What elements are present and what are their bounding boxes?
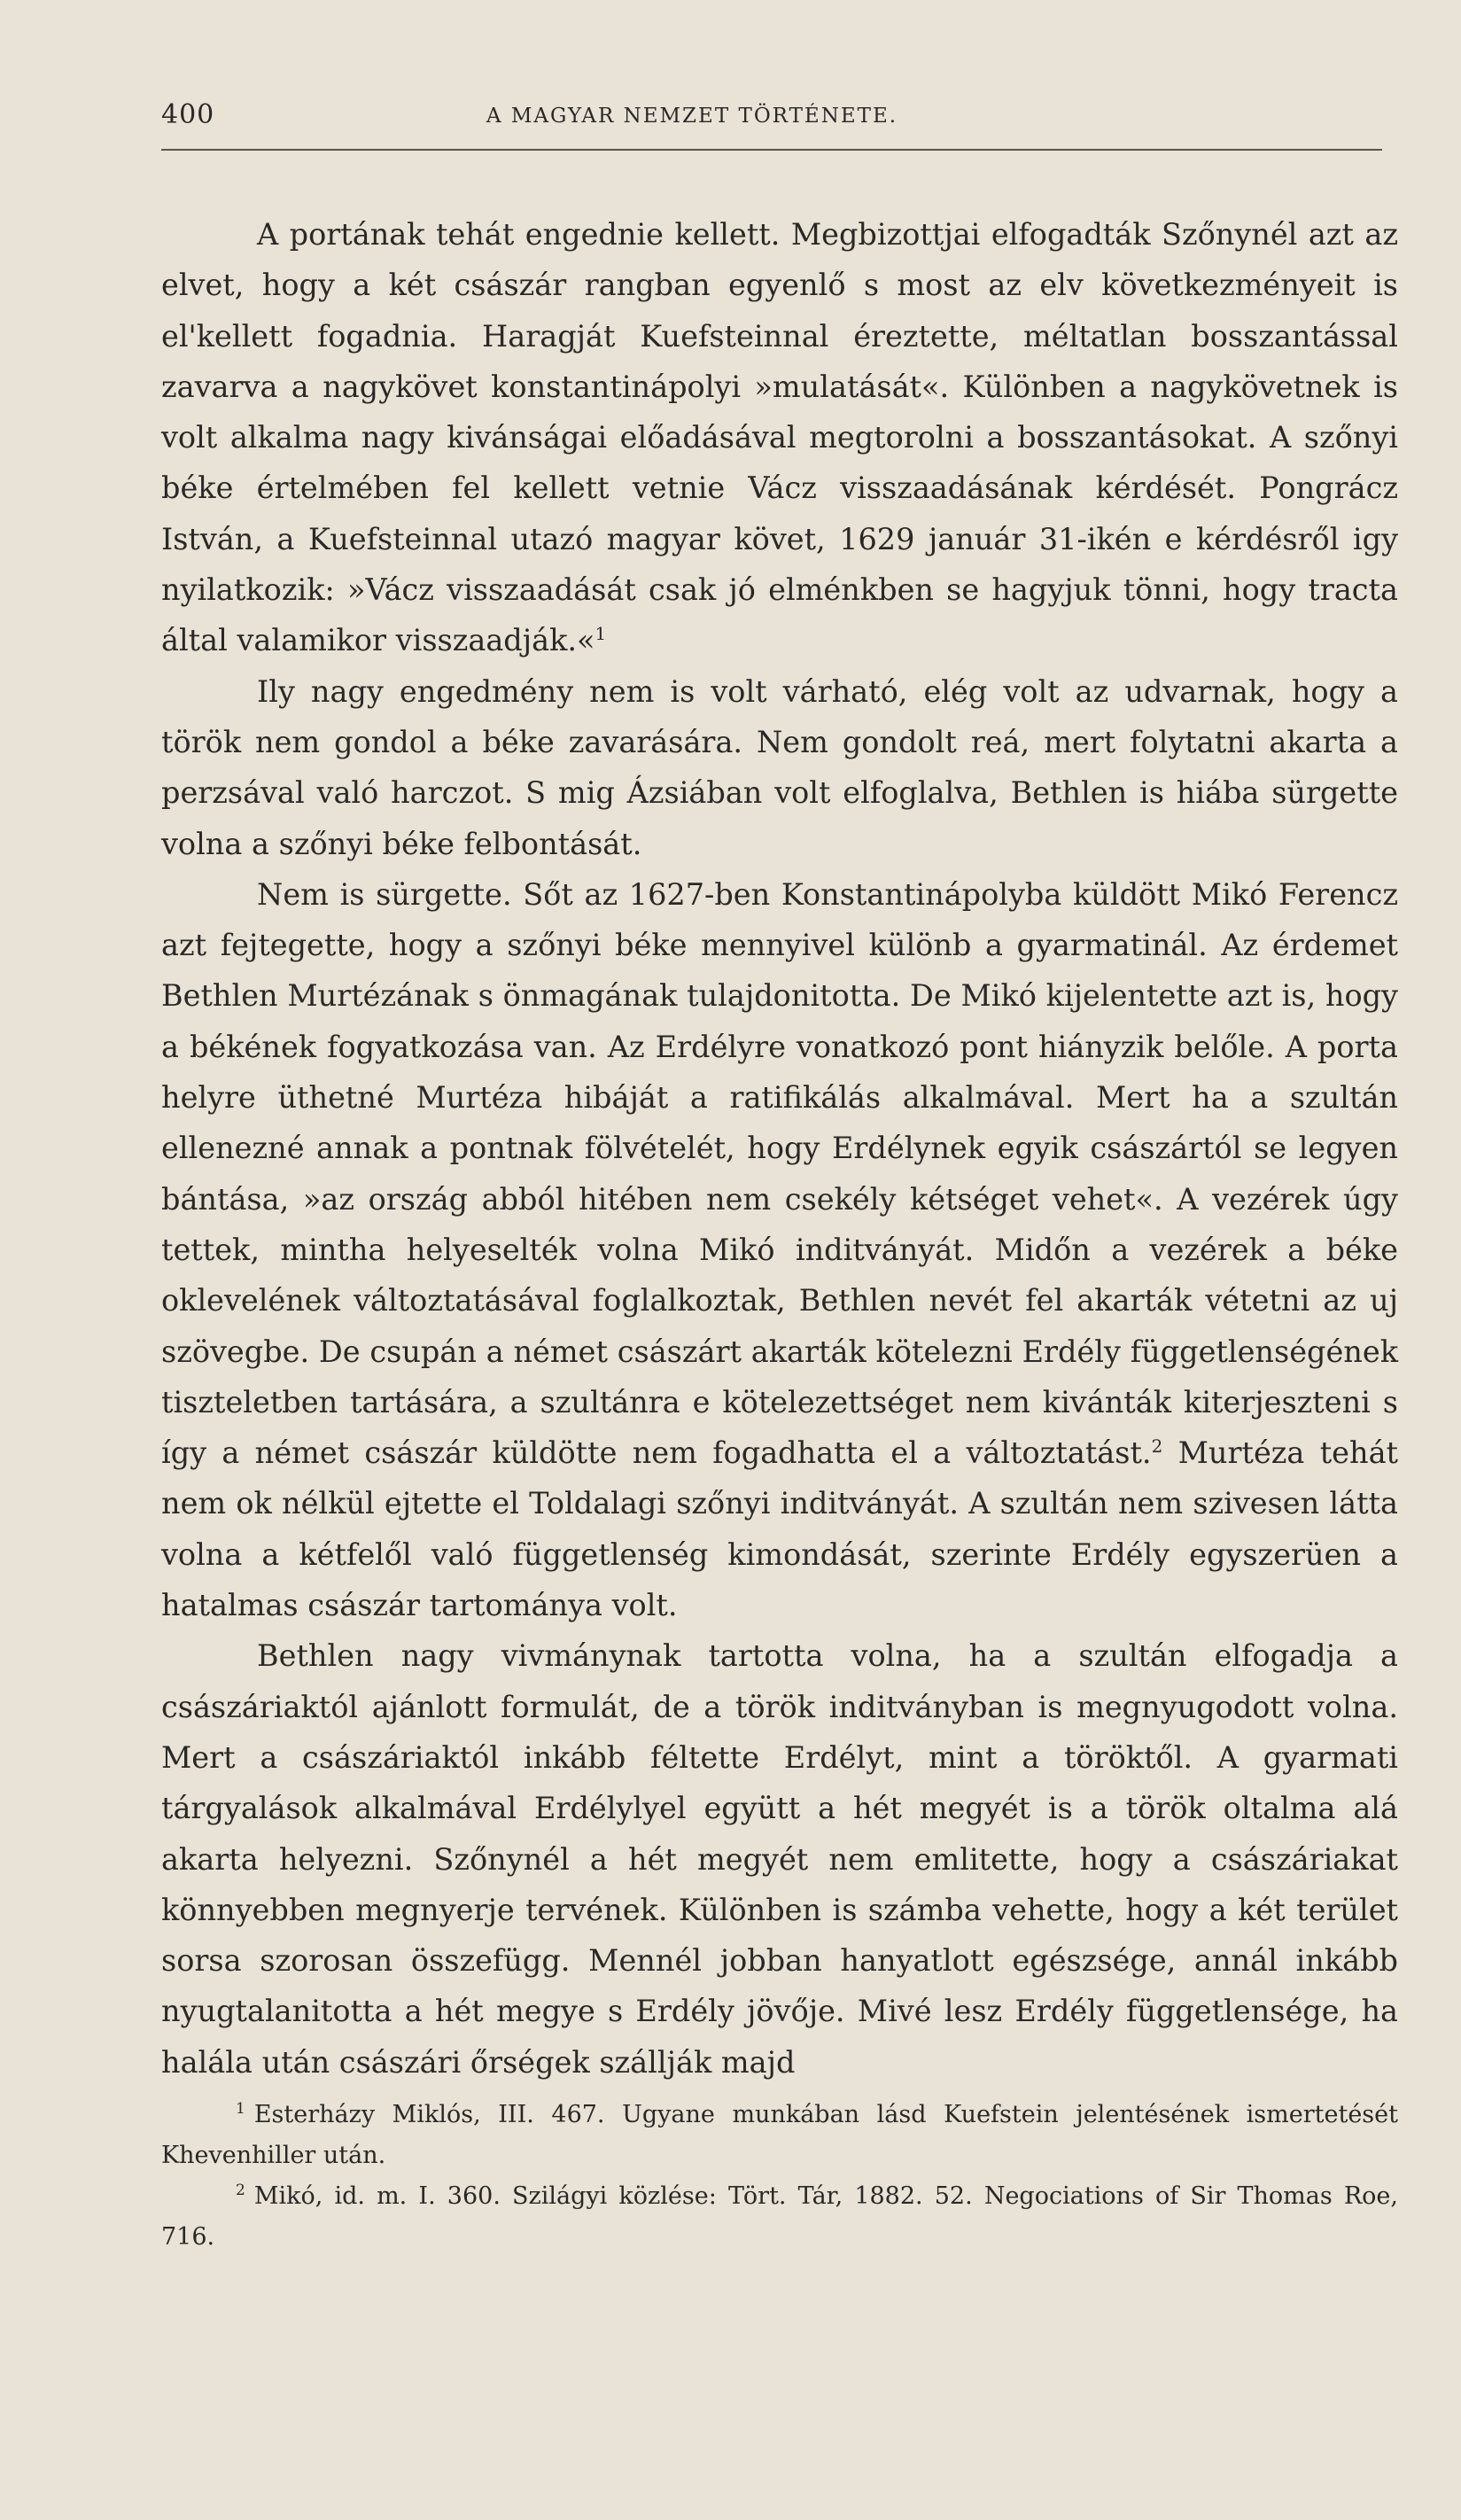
page-number: 400	[161, 99, 215, 130]
paragraph-text: Murtéza tehát nem ok nélkül ejtette el Toldalagi szőnyi inditványát. A szultán nem szivesen látta volna a kétfelől való függetlenség kimondását, szerinte Erdély egyszerüen a hatalmas császár tartománya volt.	[161, 1435, 1399, 1623]
main-text	[161, 209, 1398, 2088]
paragraph	[161, 1630, 1398, 2088]
running-title: A MAGYAR NEMZET TÖRTÉNETE.	[486, 105, 898, 128]
footnote-text: Mikó, id. m. I. 360. Szilágyi közlése: Tört. Tár, 1882. 52. Negociations of Sir Thomas Roe, 716.	[161, 2182, 1398, 2251]
footnote-ref: 2	[1151, 1435, 1163, 1457]
footnote-mark: 1	[236, 2100, 245, 2118]
footnote-text: Esterházy Miklós, III. 467. Ugyane munkában lásd Kuefstein jelentésének ismertetését Khevenhiller után.	[161, 2101, 1398, 2169]
footnote-mark: 2	[236, 2182, 245, 2199]
paragraph-text: A portának tehát engednie kellett. Megbizottjai elfogadták Szőnynél azt az elvet, hogy a két császár rangban egyenlő s most az elv következményeit is el'kellett fogadnia. Haragját Kuefsteinnal éreztette, méltatlan bosszantással zavarva a nagykövet konstantinápolyi »mulatását«. Különben a nagykövetnek is volt alkalma nagy kivánságai előadásával megtorolni a bosszantásokat. A szőnyi béke értelmében fel kellett vetnie Vácz visszaadásának kérdését. Pongrácz István, a Kuefsteinnal utazó magyar követ, 1629 január 31-ikén e kérdésről igy nyilatkozik: »Vácz visszaadását csak jó elménkben se hagyjuk tönni, hogy tracta által valamikor visszaadják.«	[161, 217, 1398, 658]
footnote	[161, 2176, 1398, 2258]
page-header	[161, 99, 1382, 151]
paragraph	[161, 209, 1398, 666]
footnote-ref: 1	[595, 623, 607, 645]
footnote	[161, 2095, 1398, 2176]
paragraph-text: Ily nagy engedmény nem is volt várható, elég volt az udvarnak, hogy a török nem gondol a béke zavarására. Nem gondolt reá, mert folytatni akarta a perzsával való harczot. S mig Ázsiában volt elfoglalva, Bethlen is hiába sürgette volna a szőnyi béke felbontását.	[161, 673, 1398, 861]
paragraph	[161, 869, 1398, 1630]
paragraph	[161, 666, 1398, 869]
paragraph-text: Nem is sürgette. Sőt az 1627-ben Konstantinápolyba küldött Mikó Ferencz azt fejtegette, hogy a szőnyi béke mennyivel különb a gyarmatinál. Az érdemet Bethlen Murtézának s önmagának tulajdonitotta. De Mikó kijelentette azt is, hogy a békének fogyatkozása van. Az Erdélyre vonatkozó pont hiányzik belőle. A porta helyre üthetné Murtéza hibáját a ratifikálás alkalmával. Mert ha a szultán ellenezné annak a pontnak fölvételét, hogy Erdélynek egyik császártól se legyen bántása, »az ország abból hitében nem csekély kétséget vehet«. A vezérek úgy tettek, mintha helyeselték volna Mikó inditványát. Midőn a vezérek a béke oklevelének változtatásával foglalkoztak, Bethlen nevét fel akarták vétetni az uj szövegbe. De csupán a német császárt akarták kötelezni Erdély függetlenségének tiszteletben tartására, a szultánra e kötelezettséget nem kivánták kiterjeszteni s így a német császár küldötte nem fogadhatta el a változtatást.	[161, 876, 1398, 1471]
paragraph-text: Bethlen nagy vivmánynak tartotta volna, ha a szultán elfogadja a császáriaktól ajánlott formulát, de a török inditványban is megnyugodott volna. Mert a császáriaktól inkább féltette Erdélyt, mint a töröktől. A gyarmati tárgyalások alkalmával Erdélylyel együtt a hét megyét is a török oltalma alá akarta helyezni. Szőnynél a hét megyét nem emlitette, hogy a császáriakat könnyebben megnyerje tervének. Különben is számba vehette, hogy a két terület sorsa szorosan összefügg. Mennél jobban hanyatlott egészsége, annál inkább nyugtalanitotta a hét megye s Erdély jövője. Mivé lesz Erdély függetlensége, ha halála után császári őrségek szállják majd	[161, 1638, 1398, 2080]
footnotes	[161, 2095, 1398, 2258]
